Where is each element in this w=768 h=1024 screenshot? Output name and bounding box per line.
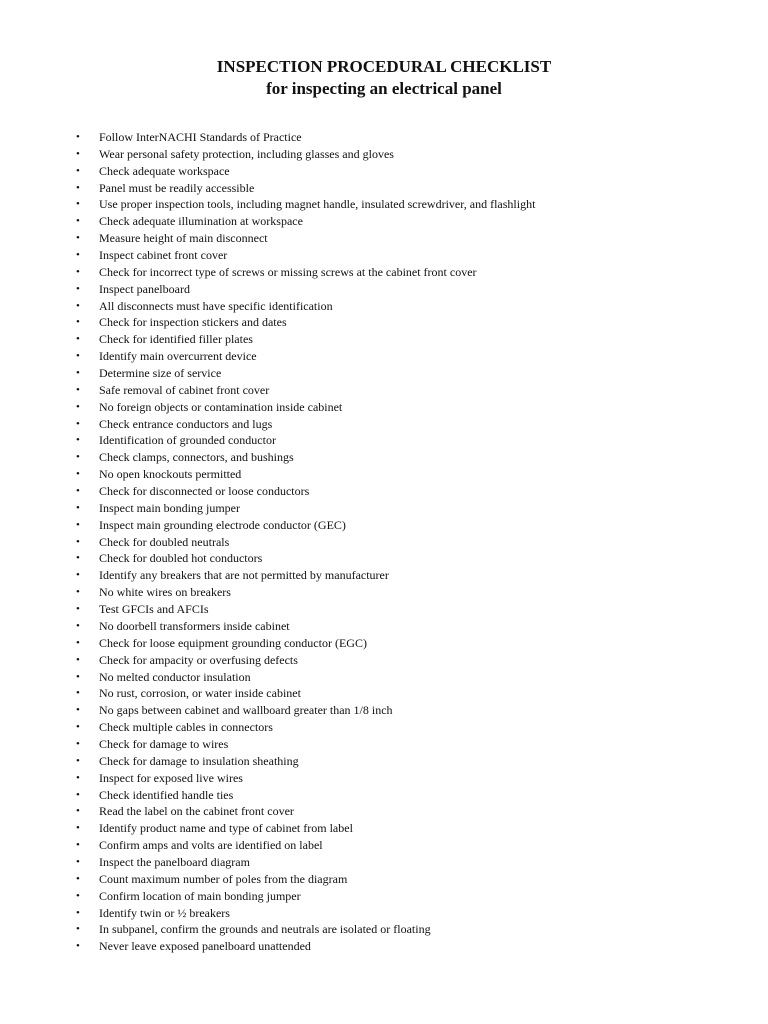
bullet-icon: • (76, 889, 80, 902)
bullet-icon: • (76, 670, 80, 683)
checklist-item-text: No white wires on breakers (99, 585, 231, 600)
checklist-item (0, 770, 768, 787)
checklist-item (0, 230, 768, 247)
checklist-item-text: Identify any breakers that are not permitted by manufacturer (99, 568, 389, 583)
checklist-item (0, 567, 768, 584)
bullet-icon: • (76, 737, 80, 750)
checklist-item-text: No open knockouts permitted (99, 467, 242, 482)
checklist-item-text: Check adequate workspace (99, 163, 230, 178)
checklist-item (0, 871, 768, 888)
checklist-item (0, 685, 768, 702)
checklist-item-text: Use proper inspection tools, including magnet handle, insulated screwdriver, and flashlight (99, 197, 536, 212)
bullet-icon: • (76, 636, 80, 649)
checklist-item (0, 466, 768, 483)
checklist-item (0, 921, 768, 938)
checklist-item (0, 820, 768, 837)
checklist-item-text: Panel must be readily accessible (99, 180, 255, 195)
checklist-item-text: Check for inspection stickers and dates (99, 315, 287, 330)
bullet-icon: • (76, 485, 80, 498)
bullet-icon: • (76, 383, 80, 396)
bullet-icon: • (76, 350, 80, 363)
checklist-item-text: Check for damage to insulation sheathing (99, 753, 299, 768)
checklist-item (0, 888, 768, 905)
checklist-item-text: Check for ampacity or overfusing defects (99, 652, 298, 667)
checklist-item-text: Check for loose equipment grounding conductor (EGC) (99, 635, 367, 650)
bullet-icon: • (76, 282, 80, 295)
bullet-icon: • (76, 215, 80, 228)
bullet-icon: • (76, 906, 80, 919)
checklist-item-text: Safe removal of cabinet front cover (99, 382, 270, 397)
bullet-icon: • (76, 603, 80, 616)
checklist-item (0, 129, 768, 146)
checklist-item-text: Inspect for exposed live wires (99, 770, 243, 785)
checklist-item-text: No gaps between cabinet and wallboard greater than 1/8 inch (99, 703, 393, 718)
checklist-item-text: Check for identified filler plates (99, 332, 253, 347)
checklist-item-text: Measure height of main disconnect (99, 231, 268, 246)
checklist-item-text: No rust, corrosion, or water inside cabinet (99, 686, 301, 701)
checklist-item-text: Check for doubled neutrals (99, 534, 230, 549)
bullet-icon: • (76, 653, 80, 666)
bullet-icon: • (76, 164, 80, 177)
checklist-item-text: Check for disconnected or loose conductors (99, 484, 310, 499)
checklist-item-text: Check for doubled hot conductors (99, 551, 263, 566)
document-subtitle: for inspecting an electrical panel (266, 79, 502, 98)
checklist-item (0, 938, 768, 955)
bullet-icon: • (76, 249, 80, 262)
checklist-item (0, 905, 768, 922)
checklist-item (0, 146, 768, 163)
checklist-item-text: Check for damage to wires (99, 736, 229, 751)
bullet-icon: • (76, 316, 80, 329)
checklist-item (0, 365, 768, 382)
checklist-item (0, 500, 768, 517)
checklist-item-text: Inspect main grounding electrode conductor (GEC) (99, 517, 346, 532)
checklist-item (0, 719, 768, 736)
checklist-item (0, 635, 768, 652)
checklist-item (0, 314, 768, 331)
checklist-item (0, 534, 768, 551)
checklist-item (0, 618, 768, 635)
checklist-item (0, 483, 768, 500)
checklist-item-text: Follow InterNACHI Standards of Practice (99, 130, 302, 144)
checklist-item-text: Identify product name and type of cabinet from label (99, 821, 353, 836)
bullet-icon: • (76, 822, 80, 835)
document-title: INSPECTION PROCEDURAL CHECKLIST (216, 57, 552, 76)
checklist-item (0, 298, 768, 315)
checklist-item-text: Identification of grounded conductor (99, 433, 276, 448)
checklist-item (0, 432, 768, 449)
bullet-icon: • (76, 940, 80, 953)
checklist-item (0, 213, 768, 230)
bullet-icon: • (76, 788, 80, 801)
bullet-icon: • (76, 569, 80, 582)
bullet-icon: • (76, 181, 80, 194)
checklist-item (0, 736, 768, 753)
checklist-item-text: Identify main overcurrent device (99, 349, 257, 364)
checklist-item (0, 787, 768, 804)
bullet-icon: • (76, 586, 80, 599)
bullet-icon: • (76, 265, 80, 278)
bullet-icon: • (76, 923, 80, 936)
checklist-item-text: No melted conductor insulation (99, 669, 251, 684)
bullet-icon: • (76, 501, 80, 514)
checklist-item-text: Count maximum number of poles from the diagram (99, 871, 348, 886)
bullet-icon: • (76, 687, 80, 700)
checklist-item (0, 550, 768, 567)
bullet-icon: • (76, 400, 80, 413)
checklist-item (0, 196, 768, 213)
checklist-item-text: Identify twin or ½ breakers (99, 905, 230, 920)
bullet-icon: • (76, 417, 80, 430)
bullet-icon: • (76, 299, 80, 312)
checklist-item-text: Test GFCIs and AFCIs (99, 602, 209, 617)
checklist-item-text: Determine size of service (99, 366, 222, 381)
bullet-icon: • (76, 535, 80, 548)
bullet-icon: • (76, 805, 80, 818)
bullet-icon: • (76, 147, 80, 160)
checklist-item-text: Check adequate illumination at workspace (99, 214, 303, 229)
checklist-item (0, 753, 768, 770)
bullet-icon: • (76, 721, 80, 734)
checklist-item (0, 180, 768, 197)
bullet-icon: • (76, 518, 80, 531)
checklist-item (0, 601, 768, 618)
checklist-item-text: In subpanel, confirm the grounds and neutrals are isolated or floating (99, 922, 431, 937)
bullet-icon: • (76, 704, 80, 717)
bullet-icon: • (76, 552, 80, 565)
checklist-item-text: No foreign objects or contamination inside cabinet (99, 399, 343, 414)
checklist-item-text: Inspect main bonding jumper (99, 500, 240, 515)
checklist-item-text: Check clamps, connectors, and bushings (99, 450, 294, 465)
checklist-item-text: No doorbell transformers inside cabinet (99, 618, 290, 633)
bullet-icon: • (76, 468, 80, 481)
bullet-icon: • (76, 872, 80, 885)
checklist-item-text: Inspect the panelboard diagram (99, 854, 250, 869)
checklist-item-text: Wear personal safety protection, including glasses and gloves (99, 146, 394, 161)
checklist-item (0, 281, 768, 298)
checklist-item (0, 399, 768, 416)
bullet-icon: • (76, 771, 80, 784)
checklist-item (0, 163, 768, 180)
checklist-item (0, 331, 768, 348)
bullet-icon: • (76, 434, 80, 447)
bullet-icon: • (76, 855, 80, 868)
bullet-icon: • (76, 367, 80, 380)
checklist-item-text: Inspect panelboard (99, 281, 190, 296)
checklist-item-text: Check entrance conductors and lugs (99, 416, 273, 431)
checklist-item (0, 854, 768, 871)
bullet-icon: • (76, 754, 80, 767)
bullet-icon: • (76, 198, 80, 211)
checklist-item (0, 669, 768, 686)
checklist-item (0, 247, 768, 264)
checklist-item-text: Read the label on the cabinet front cover (99, 804, 294, 819)
checklist-item (0, 348, 768, 365)
checklist-item-text: Confirm amps and volts are identified on label (99, 838, 323, 853)
checklist-item (0, 803, 768, 820)
checklist-item (0, 584, 768, 601)
checklist-item (0, 382, 768, 399)
bullet-icon: • (76, 451, 80, 464)
bullet-icon: • (76, 619, 80, 632)
checklist-item (0, 652, 768, 669)
checklist-item-text: Inspect cabinet front cover (99, 248, 228, 263)
checklist-item-text: Check multiple cables in connectors (99, 720, 273, 735)
checklist-item (0, 517, 768, 534)
bullet-icon: • (76, 232, 80, 245)
checklist-item-text: Check for incorrect type of screws or missing screws at the cabinet front cover (99, 264, 477, 279)
checklist-item (0, 702, 768, 719)
checklist-item (0, 416, 768, 433)
bullet-icon: • (76, 839, 80, 852)
checklist (0, 129, 768, 955)
checklist-item-text: All disconnects must have specific identification (99, 298, 333, 313)
checklist-item-text: Never leave exposed panelboard unattended (99, 939, 311, 954)
checklist-item (0, 264, 768, 281)
checklist-item (0, 449, 768, 466)
bullet-icon: • (76, 333, 80, 346)
bullet-icon: • (76, 131, 80, 143)
checklist-item (0, 837, 768, 854)
checklist-item-text: Confirm location of main bonding jumper (99, 888, 301, 903)
checklist-item-text: Check identified handle ties (99, 787, 234, 802)
